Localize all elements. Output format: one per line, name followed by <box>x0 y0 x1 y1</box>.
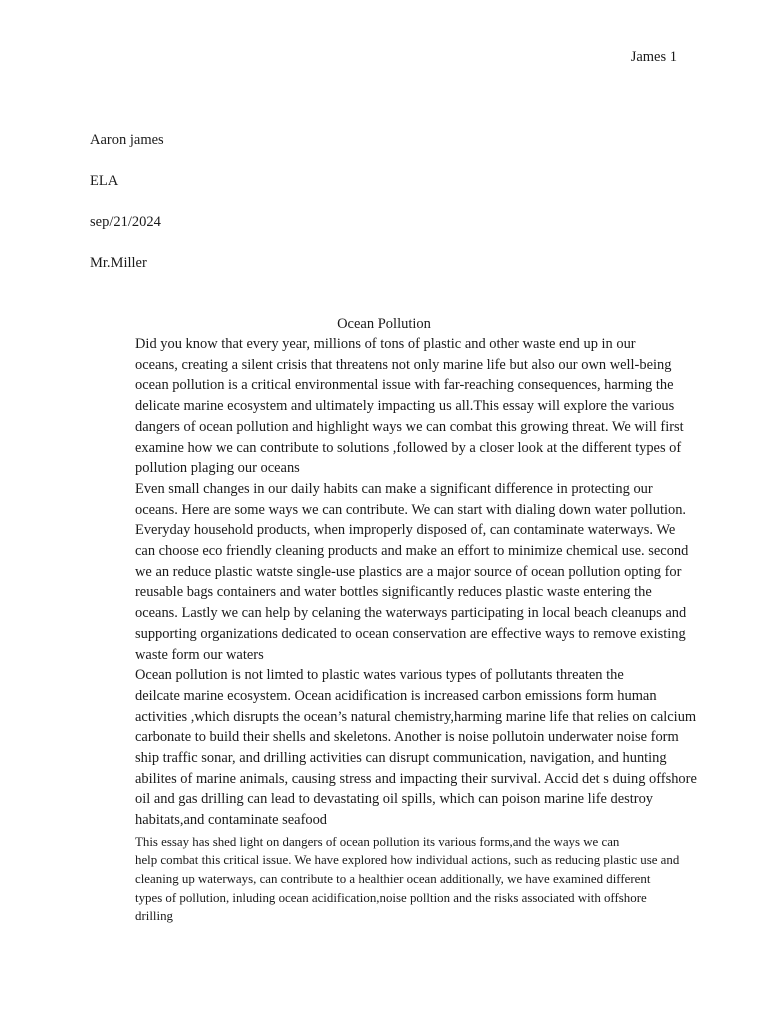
teacher-name: Mr.Miller <box>90 255 147 271</box>
text-line: pollution plaging our oceans <box>135 460 300 477</box>
text-line: Ocean pollution is not limted to plastic wates various types of pollutants threaten the <box>135 667 624 684</box>
text-line: This essay has shed light on dangers of ocean pollution its various forms,and the ways we can <box>135 834 620 849</box>
text-line: we an reduce plastic watste single-use plastics are a major source of ocean pollution opting for <box>135 563 682 580</box>
text-line: oil and gas drilling can lead to devastating oil spills, which can poison marine life destroy <box>135 791 654 808</box>
text-line: delicate marine ecosystem and ultimately impacting us all.This essay will explore the various <box>135 398 675 415</box>
text-line: types of pollution, inluding ocean acidification,noise polltion and the risks associated with offshore <box>135 890 647 905</box>
student-name: Aaron james <box>90 132 164 148</box>
essay-body <box>90 334 697 926</box>
text-line: examine how we can contribute to solutions ,followed by a closer look at the different types of <box>135 439 682 456</box>
text-line: oceans. Here are some ways we can contribute. We can start with dialing down water pollution. <box>135 501 687 518</box>
essay-title: Ocean Pollution <box>337 316 431 332</box>
paragraph-types <box>90 665 697 831</box>
date: sep/21/2024 <box>90 214 161 230</box>
text-line: Even small changes in our daily habits can make a significant difference in protecting our <box>135 480 653 497</box>
paragraph-conclusion <box>90 833 678 926</box>
text-line: reusable bags containers and water bottles significantly reduces plastic waste entering the <box>135 584 652 601</box>
text-line: ocean pollution is a critical environmental issue with far-reaching consequences, harming the <box>135 377 674 394</box>
text-line: activities ,which disrupts the ocean’s natural chemistry,harming marine life that relies on calcium <box>135 708 697 725</box>
text-line: supporting organizations dedicated to ocean conservation are effective ways to remove existing <box>135 625 686 642</box>
text-line: cleaning up waterways, can contribute to a healthier ocean additionally, we have examined different <box>135 872 651 887</box>
mla-heading <box>90 130 164 294</box>
text-line: habitats,and contaminate seafood <box>135 812 328 829</box>
text-line: drilling <box>135 909 173 924</box>
text-line: deilcate marine ecosystem. Ocean acidification is increased carbon emissions form human <box>135 687 657 704</box>
text-line: oceans, creating a silent crisis that threatens not only marine life but also our own well-being <box>135 356 672 373</box>
text-line: help combat this critical issue. We have explored how individual actions, such as reducing plastic use and <box>135 853 680 868</box>
text-line: Did you know that every year, millions of tons of plastic and other waste end up in our <box>135 336 636 352</box>
paragraph-contribute <box>90 479 689 665</box>
text-line: abilites of marine animals, causing stress and impacting their survival. Accid det s duing offshore <box>135 770 697 787</box>
text-line: waste form our waters <box>135 646 264 663</box>
course-name: ELA <box>90 173 119 189</box>
text-line: Everyday household products, when improperly disposed of, can contaminate waterways. We <box>135 522 676 539</box>
text-line: carbonate to build their shells and skeletons. Another is noise pollutoin underwater noise form <box>135 729 679 746</box>
running-head: James 1 <box>630 49 677 65</box>
text-line: dangers of ocean pollution and highlight ways we can combat this growing threat. We will first <box>135 418 684 435</box>
text-line: oceans. Lastly we can help by celaning the waterways participating in local beach cleanups and <box>135 605 687 622</box>
text-line: ship traffic sonar, and drilling activities can disrupt communication, navigation, and hunting <box>135 750 667 767</box>
text-line: can choose eco friendly cleaning products and make an effort to minimize chemical use. second <box>135 543 689 560</box>
paragraph-intro <box>90 334 684 479</box>
